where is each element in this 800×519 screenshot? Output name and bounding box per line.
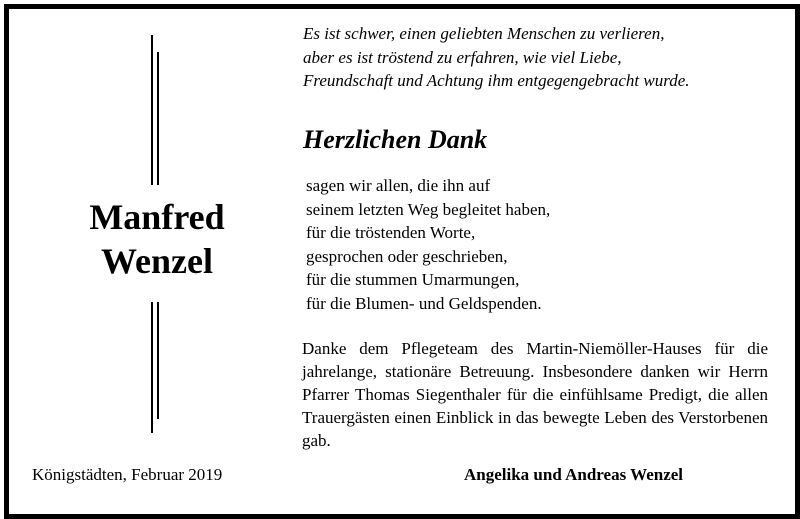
rule-bottom-right — [157, 302, 159, 419]
quote-line: Freundschaft und Achtung ihm entgegengebracht wurde. — [303, 71, 690, 90]
place-date: Königstädten, Februar 2019 — [32, 465, 223, 484]
rule-bottom-left — [151, 302, 153, 433]
thanks-line: für die tröstenden Worte, — [306, 223, 476, 242]
care-thanks-paragraph: Danke dem Pflegeteam des Martin-Niemöller-Hauses für die jahrelange, stationäre Betreuung. Insbesondere danken wir Herrn Pfarrer Thomas Siegenthaler für die einfühlsame Predigt, die allen Trauergästen einen Einblick in das bewegte Leben des Verstorbenen gab. — [302, 339, 768, 450]
quote-line: aber es ist tröstend zu erfahren, wie viel Liebe, — [303, 47, 622, 67]
memorial-quote — [303, 22, 773, 93]
rule-top-right — [157, 52, 159, 185]
rule-top-left — [151, 35, 153, 185]
thanks-heading: Herzlichen Dank — [303, 125, 488, 154]
thanks-line: seinem letzten Weg begleitet haben, — [306, 199, 551, 219]
thanks-line: für die stummen Umarmungen, — [306, 270, 520, 289]
signers: Angelika und Andreas Wenzel — [464, 465, 684, 484]
thanks-line: sagen wir allen, die ihn auf — [306, 176, 491, 195]
deceased-first-name: Manfred — [89, 197, 225, 237]
thanks-line: für die Blumen- und Geldspenden. — [306, 293, 542, 313]
thanks-lines — [306, 174, 746, 315]
deceased-last-name: Wenzel — [101, 241, 213, 281]
thanks-line: gesprochen oder geschrieben, — [306, 246, 508, 266]
quote-line: Es ist schwer, einen geliebten Menschen zu verlieren, — [303, 24, 665, 43]
